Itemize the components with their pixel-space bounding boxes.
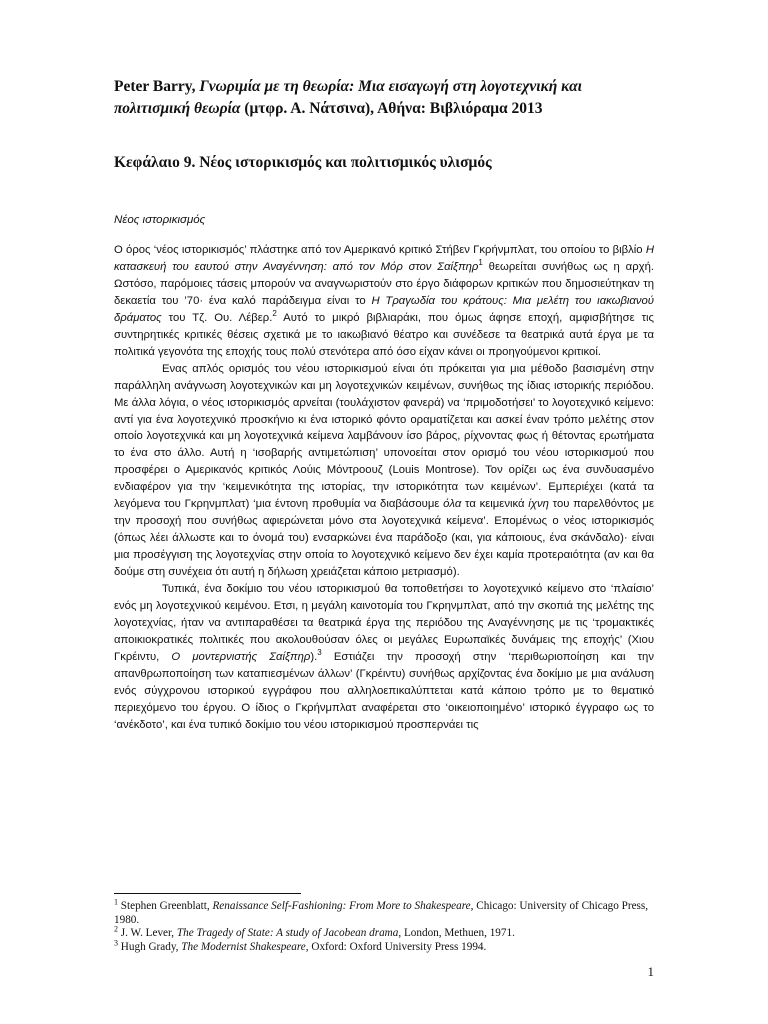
footnote-2-title: The Tragedy of State: A study of Jacobean drama: [176, 927, 399, 940]
paragraph-1: [114, 242, 654, 361]
paragraph-3-book-title: Ο μοντερνιστής Σαίξπηρ: [171, 650, 311, 663]
page-number: 1: [647, 964, 654, 979]
footnote-3-text-a: Hugh Grady,: [118, 940, 182, 953]
footnote-number: 2: [114, 924, 118, 934]
chapter-title: Κεφάλαιο 9. Νέος ιστορικισμός και πολιτισμικός υλισμός: [114, 154, 492, 171]
header-author: Peter Barry,: [114, 78, 196, 95]
footnote-2-text-a: J. W. Lever,: [118, 927, 177, 940]
document-page: [114, 0, 654, 1024]
footnote-number: 3: [114, 938, 118, 948]
header-book-title: Γνωριμία με τη θεωρία: Μια εισαγωγή στη λογοτεχνική και πολιτισμική θεωρία: [114, 78, 582, 117]
paragraph-2-emphasis-2: ίχνη: [528, 498, 549, 511]
paragraph-3-text-c: ).: [310, 650, 318, 663]
paragraph-3-text-d: Εστιάζει την προσοχή στην ‘περιθωριοποίηση και την απανθρωποποίηση των καταπιεσμένων άλλων’ (Γκρέιντυ) συνήθως αρχίζοντας ένα δοκίμιο με μια ανάλυση ενός σύγχρονου ιστορικού εγγράφου που αλληλοεπικαλύπτεται κατά κάποιο τρόπο με το θεματικό περιεχόμενο του έργου. Ο ίδιος ο Γκρήνμπλατ αναφέρεται στο ‘οικειοποιημένο’ ιστορικό έγγραφο ως το ‘ανέκδοτο’, και ένα τυπικό δοκίμιο του νέου ιστορικισμού προσπερνάει τις: [114, 650, 654, 731]
paragraph-2-text-a: Ενας απλός ορισμός του νέου ιστορικισμού είναι ότι πρόκειται για μια μέθοδο βασισμένη στην παράλληλη ανάγνωση λογοτεχνικών και μη λογοτεχνικών κειμένων, συνήθως της ίδιας ιστορικής περιόδου. Με άλλα λόγια, ο νέος ιστορικισμός αρνείται (τουλάχιστον φανερά) να ‘πριμοδοτήσει’ το λογοτεχνικό κείμενο: αντί για ένα λογοτεχνικό προσκήνιο κι ένα ιστορικό φόντο οραματίζεται και ασκεί έναν τρόπο μελέτης στον οποίο λογοτεχνικά και μη λογοτεχνικά κείμενα λαμβάνουν ίσο βάρος, ρίχνοντας φως ή θέτοντας ερωτήματα το ένα στο άλλο. Αυτή η ‘ισοβαρής αντιμετώπιση’ υπονοείται στον ορισμό του νέου ιστορικισμού που προσφέρει ο Αμερικανός κριτικός Λούις Μόντροουζ (Louis Montrose). Τον ορίζει ως ένα συνδυασμένο ενδιαφέρον για την ‘κειμενικότητα της ιστορίας, την ιστορικότητα των κειμένων’. Εμπεριέχει (κατά τα λεγόμενα του Γκρηνμπλατ) ‘μια έντονη προθυμία να διαβάσουμε: [114, 362, 654, 511]
footnote-3-text-b: , Oxford: Oxford University Press 1994.: [305, 940, 487, 953]
footnote-3: [114, 938, 654, 955]
footnote-divider: [114, 893, 301, 894]
footnote-1-text-b: , Chicago: University of Chicago Press, 1980.: [114, 900, 649, 926]
body-text: [114, 242, 654, 734]
bibliographic-header: [114, 76, 654, 120]
paragraph-3-text-a: Τυπικά, ένα δοκίμιο του νέου ιστορικισμού θα τοποθετήσει το λογοτεχνικό κείμενο στο ‘πλαίσιο’ ενός μη λογοτεχνικού κειμένου. Ετσι, η μεγάλη καινοτομία του Γκρηνμπλατ, από την σκοπιά της μελέτης της λογοτεχνίας, ήταν να αντιπαραθέσει τα θεατρικά έργα της περιόδου της Αναγέννησης με τις ‘τρομακτικές αποικιοκρατικές πολιτικές που ακολουθούσαν όλες οι μεγάλες Ευρωπαϊκές δυνάμεις της εποχής’ (Χιου Γκρέιντυ,: [114, 583, 654, 663]
paragraph-2-text-c: τα κειμενικά: [461, 498, 529, 511]
footnote-ref-1: 1: [478, 258, 483, 268]
footnote-3-title: The Modernist Shakespeare: [181, 940, 306, 953]
footnote-1: [114, 897, 654, 927]
paragraph-2-emphasis-1: όλα: [443, 498, 462, 511]
paragraph-1-book-title-2: Η Τραγωδία του κράτους: Μια μελέτη του ιακωβιανού δράματος: [114, 294, 654, 324]
footnotes: [114, 897, 654, 954]
paragraph-2-text-e: του παρελθόντος με την προσοχή που συνήθως αφιερώνεται μόνο στα λογοτεχνικά κείμενα’. Επομένως ο νέος ιστορικισμός (όπως λέει άλλωστε και το όνομά του) ενσαρκώνει ένα παράδοξο (και, για κάποιους, ένα σκάνδαλο)· είναι μια προσέγγιση της λογοτεχνίας στην οποία το λογοτεχνικό κείμενο δεν έχει καμία προτεραιότητα (αν και θα δούμε στη συνέχεια ότι αυτή η δήλωση χρειάζεται κάποιο μετριασμό).: [114, 498, 654, 579]
footnote-2: [114, 924, 654, 941]
paragraph-1-text-c: θεωρείται συνήθως ως η αρχή. Ωστόσο, παρόμοιες τάσεις μπορούν να αναγνωριστούν στο έργο διάφορων κριτικών που δημοσιεύτηκαν τη δεκαετία του ’70· ένα καλό παράδειγμα είναι το: [114, 260, 654, 307]
paragraph-2: [114, 361, 654, 581]
paragraph-1-text-a: Ο όρος ‘νέος ιστορικισμός’ πλάστηκε από τον Αμερικανό κριτικό Στήβεν Γκρήνμπλατ, του οποίου το βιβλίο: [114, 244, 646, 256]
paragraph-1-text-e: του Τζ. Ου. Λέβερ.: [161, 311, 273, 324]
footnote-number: 1: [114, 897, 118, 907]
footnote-ref-2: 2: [272, 309, 277, 319]
footnote-2-text-b: , London, Methuen, 1971.: [398, 927, 515, 940]
paragraph-3: [114, 581, 654, 734]
section-title: Νέος ιστορικισμός: [114, 214, 206, 226]
footnote-1-title: Renaissance Self-Fashioning: From More to Shakespeare: [212, 900, 471, 912]
header-publication: (μτφρ. Α. Νάτσινα), Αθήνα: Βιβλιόραμα 2013: [244, 100, 543, 117]
paragraph-1-text-f: Αυτό το μικρό βιβλιαράκι, που όμως άφησε εποχή, αμφισβήτησε τις συντηρητικές κριτικές θέσεις σχετικά με το ιακωβιανό θέατρο και συνέδεσε τα θεατρικά αυτά έργα με τα πολιτικά γεγονότα της εποχής τους πολύ στενότερα από όσο είχαν κάνει οι προηγούμενοι κριτικοί.: [114, 311, 655, 358]
paragraph-1-book-title: Η κατασκευή του εαυτού στην Αναγέννηση: από τον Μόρ στον Σαίξπηρ: [114, 244, 654, 273]
footnote-1-text-a: Stephen Greenblatt,: [118, 900, 213, 912]
footnote-ref-3: 3: [317, 648, 322, 658]
